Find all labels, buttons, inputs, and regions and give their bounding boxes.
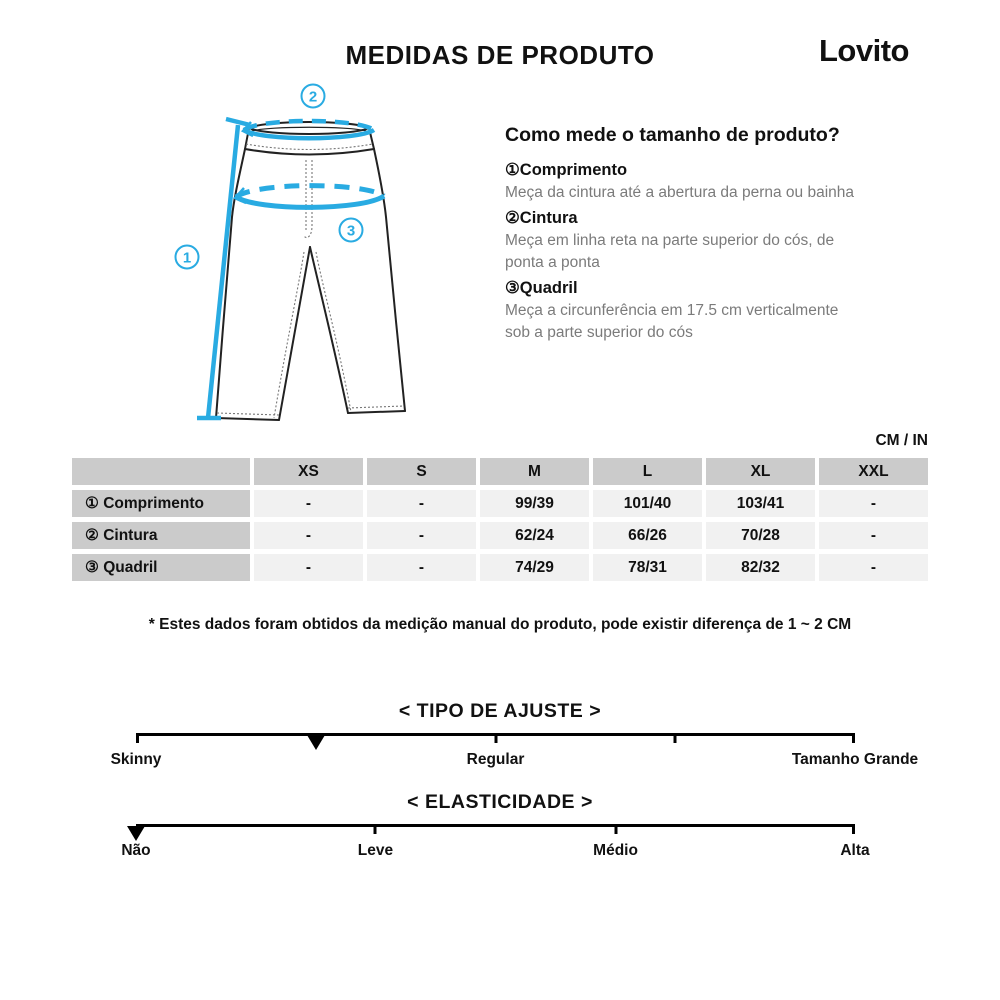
guide-item-quadril [505,276,867,344]
guide-item-description: Meça da cintura até a abertura da perna ou bainha [505,184,854,201]
elasticity-scale-tick [374,824,377,834]
size-cell: 101/40 [593,490,702,517]
size-cell: 62/24 [480,522,589,549]
size-cell: 99/39 [480,490,589,517]
size-cell: 103/41 [706,490,815,517]
size-cell: 66/26 [593,522,702,549]
measure-guide [505,124,867,346]
pants-outline [216,122,405,420]
measurement-disclaimer: * Estes dados foram obtidos da medição manual do produto, pode existir diferença de 1 ~ 2 CM [148,616,852,633]
size-cell: - [367,554,476,581]
annotation-number-1: 1 [182,249,192,267]
column-header-l: L [593,458,702,485]
unit-label: CM / IN [875,432,928,449]
annotation-number-3: 3 [346,222,356,240]
table-row-comprimento [72,490,928,517]
table-header-row [72,458,928,485]
fit-scale-marker [307,735,325,750]
guide-item-number: ③ [505,279,520,297]
guide-item-number: ② [505,209,520,227]
size-cell: - [254,554,363,581]
size-cell: 70/28 [706,522,815,549]
elasticity-label-nao: Não [121,842,151,859]
guide-item-name: Comprimento [519,161,628,179]
fit-scale [110,733,919,775]
fit-scale-title: < TIPO DE AJUSTE > [398,700,602,722]
row-label: ③ Quadril [72,554,250,581]
fit-scale-tick [674,733,677,743]
size-cell: 82/32 [706,554,815,581]
elasticity-scale-title: < ELASTICIDADE > [407,791,593,813]
elasticity-label-alta: Alta [840,842,870,859]
size-cell: 74/29 [480,554,589,581]
annotation-circles [176,85,363,269]
page-title: MEDIDAS DE PRODUTO [345,40,655,70]
fit-scale-tick [494,733,497,743]
fit-label-tamanho-grande: Tamanho Grande [791,751,919,768]
size-cell: - [254,490,363,517]
row-label: ① Comprimento [72,490,250,517]
elasticity-scale-marker [127,826,145,841]
column-header-xs: XS [254,458,363,485]
annotation-number-2: 2 [308,88,318,106]
fit-label-regular: Regular [466,751,525,768]
table-corner-cell [72,458,250,485]
guide-heading: Como mede o tamanho de produto? [505,124,840,146]
fit-label-skinny: Skinny [110,751,162,768]
guide-item-name: Quadril [519,279,578,297]
column-header-xl: XL [706,458,815,485]
guide-item-number: ① [505,161,520,179]
size-cell: - [367,522,476,549]
guide-item-cintura [505,206,867,274]
table-row-cintura [72,522,928,549]
guide-item-description: Meça a circunferência em 17.5 cm verticalmente sob a parte superior do cós [505,302,839,341]
table-row-quadril [72,554,928,581]
pants-diagram [160,80,500,440]
brand-logo: Lovito [819,33,909,68]
column-header-xxl: XXL [819,458,928,485]
column-header-m: M [480,458,589,485]
elasticity-scale [121,824,870,866]
guide-item-title [505,276,867,300]
guide-item-title [505,206,867,230]
guide-item-comprimento [505,158,867,204]
size-cell: - [254,522,363,549]
size-table [72,458,928,586]
elasticity-scale-line [136,824,855,827]
elasticity-label-medio: Médio [593,842,638,859]
size-cell: - [819,490,928,517]
elasticity-scale-tick [614,824,617,834]
row-label: ② Cintura [72,522,250,549]
guide-item-name: Cintura [519,209,578,227]
size-cell: 78/31 [593,554,702,581]
size-cell: - [367,490,476,517]
column-header-s: S [367,458,476,485]
guide-item-title [505,158,867,182]
size-cell: - [819,554,928,581]
size-cell: - [819,522,928,549]
elasticity-label-leve: Leve [357,842,394,859]
hip-measure-ellipse [235,186,384,208]
guide-item-description: Meça em linha reta na parte superior do cós, de ponta a ponta [505,232,835,271]
